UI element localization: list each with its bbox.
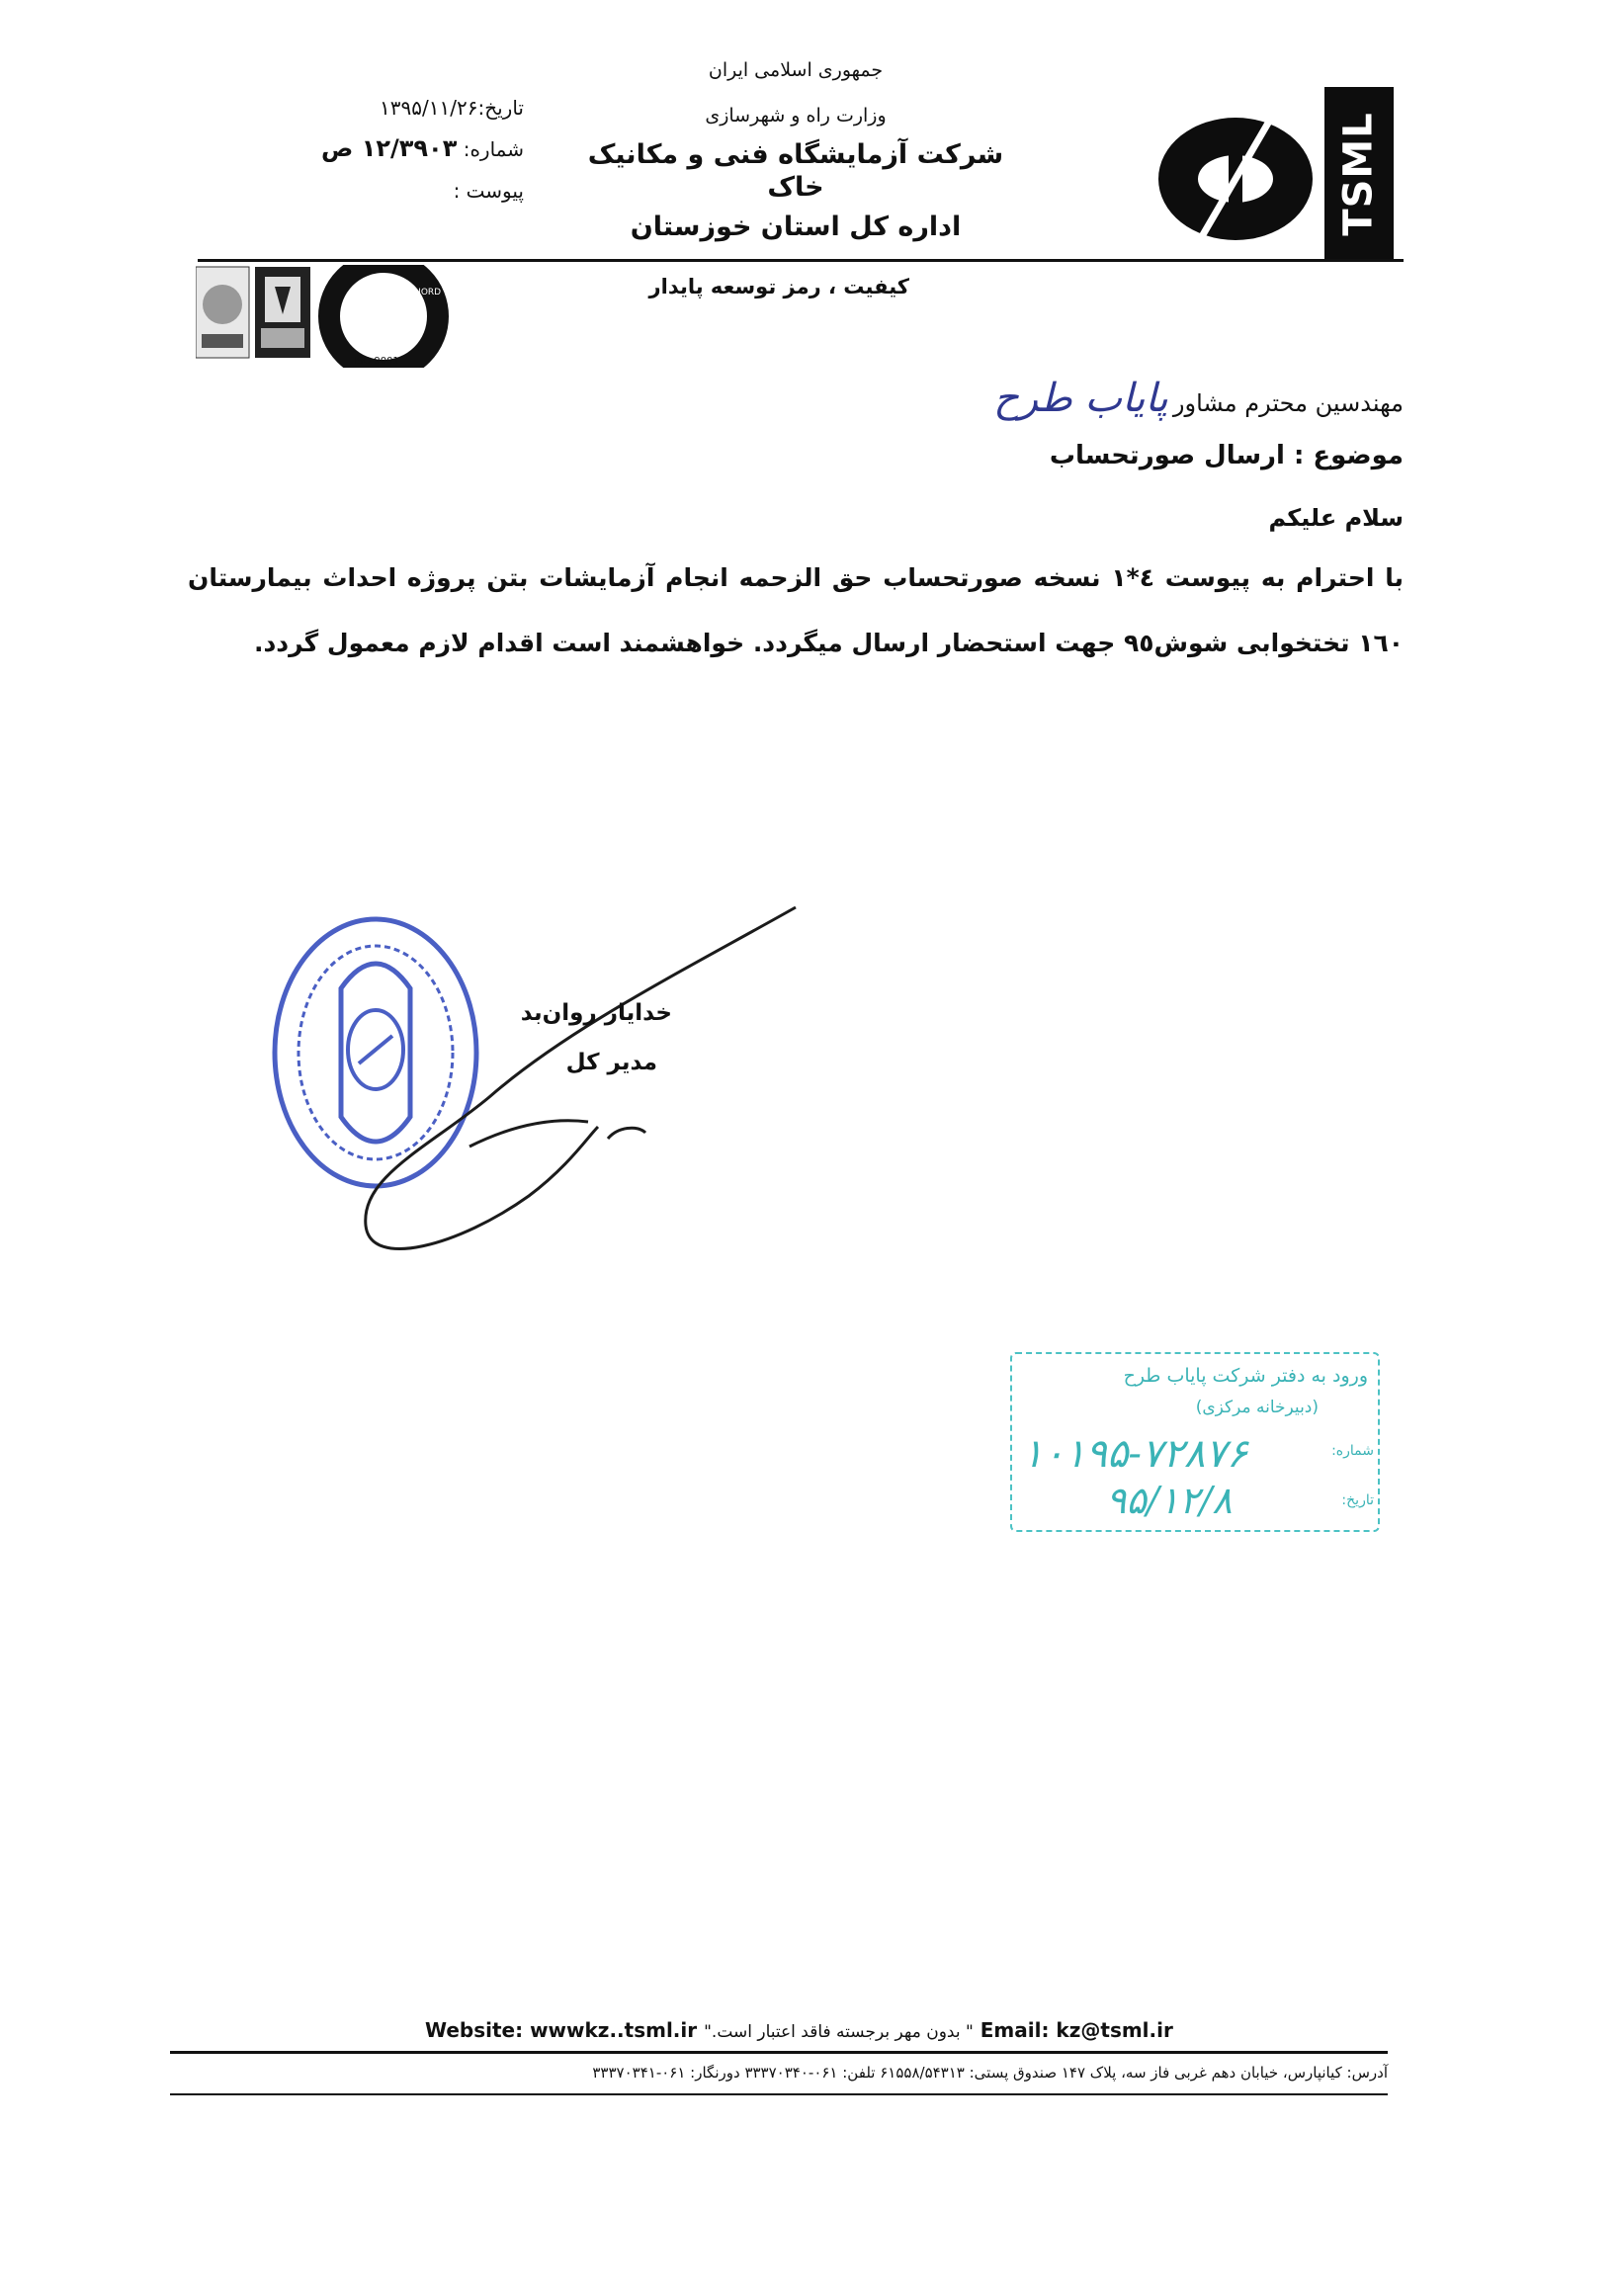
cert-label-iso: ISO 9001 [354,356,399,367]
letter-greeting: سلام علیکم [1268,504,1404,532]
org-line-4: اداره کل استان خوزستان [630,212,962,242]
footer-contact [425,2018,1173,2042]
header-divider [198,259,1404,262]
footer-notice: " بدون مهر برجسته فاقد اعتبار است." [704,2022,974,2042]
footer-divider-bottom [170,2093,1388,2095]
letter-date: تاریخ:۱۳۹۵/۱۱/۲۶ [380,96,524,120]
tsml-emblem-icon [1156,115,1315,243]
receipt-stamp [1010,1352,1380,1532]
signature-stroke-icon [366,907,796,1248]
logo-text: TSML [1336,111,1383,236]
receipt-number: ۱۰۱۹۵-۷۲۸۷۶ [1022,1431,1248,1477]
recipient-label: مهندسین محترم مشاور [1172,389,1404,417]
cert-label-tuv: TUV NORD [393,288,442,298]
footer-divider-top [170,2051,1388,2054]
footer-address: آدرس: کیانپارس، خیابان دهم غربی فاز سه، پلاک ۱۴۷ صندوق پستی: ۶۱۵۵۸/۵۴۳۱۳ تلفن: ۰۶۱-۳۳۳۷۰۳۴۰ دورنگار: ۰۶۱-۳۳۳۷۰۳۴۱ [592,2064,1388,2082]
receipt-stamp-sub: (دبیرخانه مرکزی) [1195,1398,1319,1417]
signer-title: مدیر کل [565,1050,657,1075]
receipt-date: ۹۵/۱۲/۸ [1106,1479,1233,1522]
org-line-2: وزارت راه و شهرسازی [705,104,887,127]
recipient-handwritten: پایاب طرح [993,376,1168,421]
official-seal-icon [275,919,476,1186]
letter-body: با احترام به پیوست ٤*١ نسخه صورتحساب حق الزحمه انجام آزمایشات بتن پروژه احداث بیمارستان ١٦٠ تختخوابی شوش٩٥ جهت استحضار ارسال میگردد. خواهشمند است اقدام لازم معمول گردد. [188,563,1404,657]
letter-number-value: ۱۲/۳۹۰۳ ص [321,134,458,162]
recipient-line [890,376,1404,421]
footer-website: Website: wwwkz..tsml.ir [425,2018,698,2042]
letter-subject: موضوع : ارسال صورتحساب [1049,441,1404,470]
signer-name: خدایار روان‌بد [520,1000,672,1026]
letter-number-label: شماره: [463,137,524,161]
receipt-date-label: تاریخ: [1341,1492,1374,1508]
slogan: کیفیت ، رمز توسعه پایدار [648,275,909,298]
org-line-1: جمهوری اسلامی ایران [708,59,884,81]
org-line-3: شرکت آزمایشگاه فنی و مکانیک خاک [587,138,1004,204]
tsml-logo [1156,87,1394,260]
footer-email: Email: kz@tsml.ir [980,2018,1173,2042]
organization-header [578,59,1013,244]
receipt-stamp-header: ورود به دفتر شرکت پایاب طرح [1123,1365,1368,1387]
letter-meta [316,89,524,210]
receipt-number-label: شماره: [1331,1443,1374,1459]
letter-number [316,127,524,172]
letter-attachment: پیوست : [453,178,524,203]
certification-badges [196,265,453,368]
tsml-wordmark [1324,87,1394,260]
